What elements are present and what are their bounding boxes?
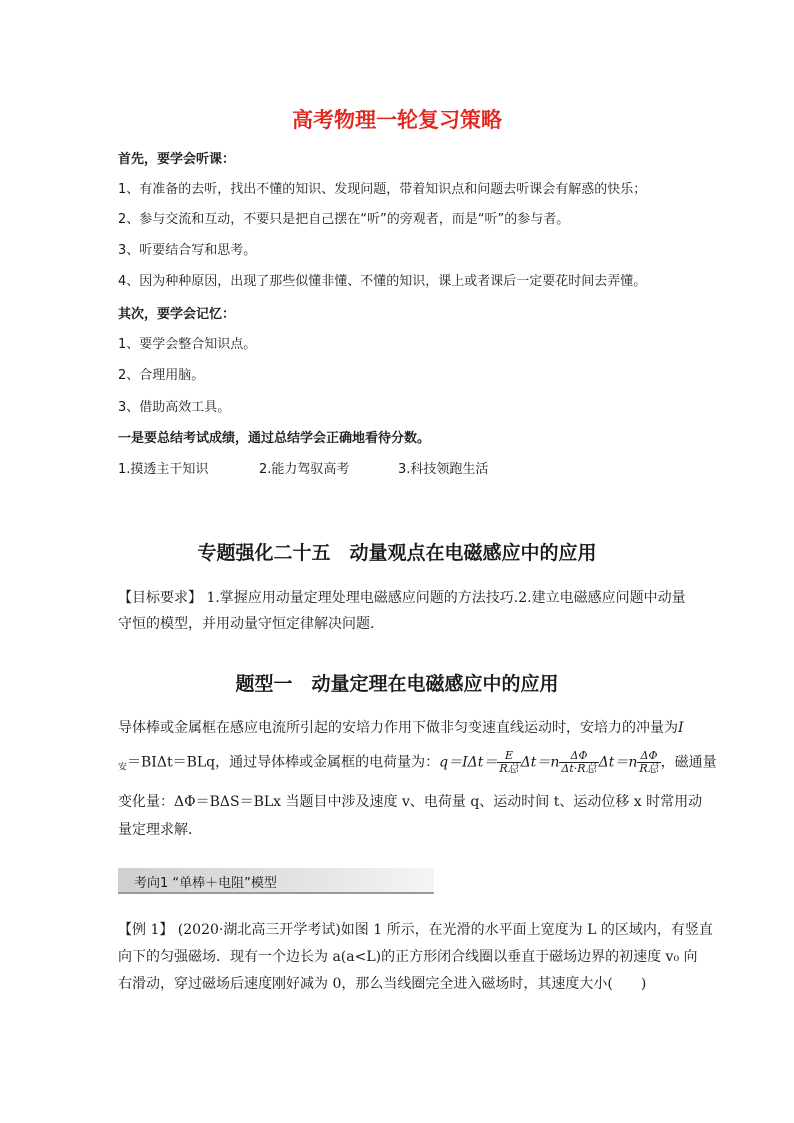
- formula-text-c: Δt＝n: [520, 754, 560, 771]
- paragraph-line: [118, 718, 684, 738]
- goal-tag: 【目标要求】: [118, 590, 202, 606]
- direction-banner-underline: [118, 892, 434, 894]
- type-title: 题型一 动量定理在电磁感应中的应用: [235, 673, 559, 695]
- subscript-an: 安: [118, 762, 128, 773]
- fraction-denominator: R总: [499, 762, 519, 775]
- example-line: 右滑动，穿过磁场后速度刚好减为 0，那么当线圈完全进入磁场时，其速度大小( ): [118, 976, 647, 992]
- fraction-numerator: ΔΦ: [637, 750, 660, 763]
- fraction-denominator: Δt·R总: [561, 762, 597, 775]
- goal-line-2: 守恒的模型，并用动量守恒定律解决问题．: [118, 616, 384, 632]
- paragraph-text: 导体棒或金属框在感应电流所引起的安培力作用下做非匀变速直线运动时，安培力的冲量为: [118, 720, 678, 736]
- goal-text: 1.掌握应用动量定理处理电磁感应问题的方法技巧.2.建立电磁感应问题中动量: [206, 590, 686, 606]
- section-heading-memory: 其次，要学会记忆：: [118, 307, 236, 322]
- paragraph-line: 变化量：ΔΦ＝BΔS＝BLx 当题目中涉及速度 v、电荷量 q、运动时间 t、运动位移 x 时常用动: [118, 794, 703, 810]
- fraction-dphi-over-r: [637, 750, 660, 775]
- fraction-dphi-over-dtr: [559, 750, 598, 775]
- page-title: 高考物理一轮复习策略: [292, 108, 502, 132]
- list-item: 2、合理用脑。: [118, 368, 205, 383]
- fraction-e-over-r: [497, 750, 520, 775]
- topic-title: 专题强化二十五 动量观点在电磁感应中的应用: [197, 542, 597, 564]
- section-heading-listening: 首先，要学会听课：: [118, 152, 236, 167]
- list-item: 3、借助高效工具。: [118, 400, 231, 415]
- example-line: 向下的匀强磁场．现有一个边长为 a(a<L)的正方形闭合线圈以垂直于磁场边界的初速度 v₀ 向: [118, 949, 698, 965]
- section-heading-scores: 一是要总结考试成绩，通过总结学会正确地看待分数。: [118, 431, 431, 446]
- list-item: 1、要学会整合知识点。: [118, 337, 257, 352]
- link-item[interactable]: 3.科技领跑生活: [398, 462, 489, 477]
- link-item[interactable]: 1.摸透主干知识: [118, 462, 209, 477]
- formula-text-d: Δt＝n: [598, 754, 638, 771]
- paragraph-line: 量定理求解．: [118, 822, 202, 838]
- formula-text-a: ＝BIΔt＝BLq，通过导体棒或金属框的电荷量为：: [127, 754, 440, 771]
- list-item: 1、有准备的去听，找出不懂的知识、发现问题，带着知识点和问题去听课会有解惑的快乐；: [118, 182, 647, 197]
- fraction-denominator: R总: [639, 762, 659, 775]
- impulse-symbol: I: [678, 720, 684, 736]
- direction-label: 考向1 “单棒＋电阻”模型: [134, 876, 277, 891]
- goal-line-1: [118, 588, 686, 608]
- list-item: 2、参与交流和互动，不要只是把自己摆在“听”的旁观者，而是“听”的参与者。: [118, 212, 570, 227]
- formula-line: [118, 750, 717, 778]
- fraction-numerator: E: [497, 750, 520, 763]
- list-item: 3、听要结合写和思考。: [118, 243, 257, 258]
- formula-text-e: ，磁通量: [660, 754, 717, 771]
- formula-q: q＝IΔt＝: [439, 754, 498, 771]
- list-item: 4、因为种种原因，出现了那些似懂非懂、不懂的知识，课上或者课后一定要花时间去弄懂。: [118, 274, 647, 289]
- link-item[interactable]: 2.能力驾驭高考: [259, 462, 350, 477]
- example-line: 【例 1】 (2020·湖北高三开学考试)如图 1 所示，在光滑的水平面上宽度为 L 的区域内，有竖直: [118, 922, 713, 938]
- fraction-numerator: ΔΦ: [559, 750, 598, 763]
